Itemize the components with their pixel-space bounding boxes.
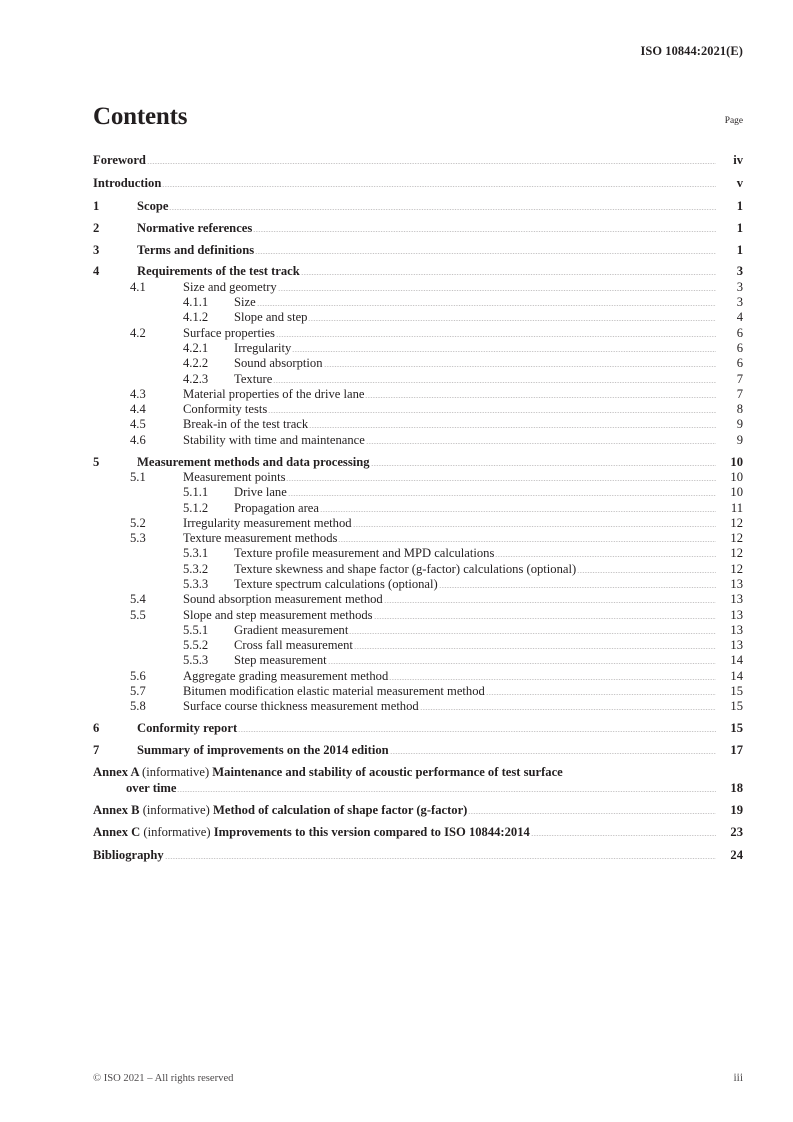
dot-leader: [389, 679, 715, 680]
toc-entry-label: Texture: [234, 371, 273, 386]
toc-entry[interactable]: [93, 264, 743, 279]
dot-leader: [486, 694, 716, 695]
toc-page-number: 14: [730, 653, 743, 668]
copyright-notice: © ISO 2021 – All rights reserved: [93, 1073, 234, 1084]
toc-entry[interactable]: [93, 577, 743, 592]
toc-entry[interactable]: [93, 684, 743, 699]
toc-entry[interactable]: [93, 387, 743, 402]
toc-page-number: 10: [730, 454, 743, 469]
toc-page-number: 17: [730, 743, 743, 758]
toc-page-number: 18: [730, 780, 743, 795]
toc-entry-label: Break-in of the test track: [183, 417, 309, 432]
toc-entry-number: 5.1.2: [183, 500, 209, 515]
toc-page-number: v: [736, 175, 743, 190]
dot-leader: [320, 511, 716, 512]
toc-entry-label: Surface properties: [183, 325, 275, 340]
toc-entry-label: Aggregate grading measurement method: [183, 668, 389, 683]
toc-entry[interactable]: [93, 623, 743, 638]
toc-page-number: 12: [730, 546, 743, 561]
toc-page-number: 1: [736, 198, 743, 213]
toc-page-number: 11: [730, 500, 743, 515]
toc-entry-number: 5.3: [130, 531, 146, 546]
toc-entry-number: 4.2.1: [183, 340, 209, 355]
toc-entry-number: 4.3: [130, 386, 146, 401]
page-column-label: Page: [724, 116, 743, 126]
dot-leader: [308, 320, 715, 321]
dot-leader: [292, 351, 715, 352]
annex-title: Maintenance and stability of acoustic performance of test surface: [212, 765, 563, 780]
toc-annex-entry[interactable]: [93, 765, 743, 796]
toc-entry-number: 5.2: [130, 515, 146, 530]
dot-leader: [273, 382, 715, 383]
toc-entry-number: 6: [93, 721, 100, 736]
toc-entry[interactable]: [93, 546, 743, 561]
annex-kind: (informative): [143, 825, 214, 840]
toc-entry[interactable]: [93, 721, 743, 736]
toc-page-number: 4: [736, 310, 743, 325]
toc-entry-label: Size and geometry: [183, 279, 277, 294]
toc-page-number: 10: [730, 469, 743, 484]
toc-entry-label: Texture measurement methods: [183, 531, 338, 546]
toc-page-number: 15: [730, 684, 743, 699]
toc-entry-label: Requirements of the test track: [137, 264, 300, 279]
toc-entry-label: Bibliography: [93, 847, 164, 862]
dot-leader: [439, 587, 716, 588]
annex-designation: Annex C: [93, 825, 144, 840]
toc-entry-number: 5.1: [130, 469, 146, 484]
dot-leader: [276, 336, 716, 337]
toc-entry[interactable]: [93, 433, 743, 448]
toc-page-number: 12: [730, 531, 743, 546]
dot-leader: [365, 397, 715, 398]
toc-entry-label: Introduction: [93, 175, 162, 190]
toc-page-number: 1: [736, 242, 743, 257]
toc-entry-label: Cross fall measurement: [234, 638, 353, 653]
toc-entry-label: Drive lane: [234, 485, 287, 500]
dot-leader: [324, 366, 716, 367]
toc-entry-number: 2: [93, 220, 100, 235]
toc-page-number: 1: [736, 220, 743, 235]
toc-entry-label: Material properties of the drive lane: [183, 386, 365, 401]
toc-bibliography-entry[interactable]: [93, 848, 743, 863]
toc-entry[interactable]: [93, 699, 743, 714]
toc-entry[interactable]: [93, 608, 743, 623]
dot-leader: [328, 663, 716, 664]
dot-leader: [301, 274, 716, 275]
dot-leader: [390, 753, 716, 754]
dot-leader: [286, 480, 715, 481]
toc-entry-label: Measurement points: [183, 469, 286, 484]
toc-entry-number: 4.2: [130, 325, 146, 340]
toc-entry-number: 4.2.3: [183, 371, 209, 386]
annex-kind: (informative): [142, 765, 213, 780]
toc-entry[interactable]: [93, 243, 743, 258]
toc-entry[interactable]: [93, 310, 743, 325]
toc-page-number: 7: [736, 386, 743, 401]
toc-page-number: 9: [736, 417, 743, 432]
toc-entry-number: 3: [93, 242, 100, 257]
table-of-contents: [93, 153, 743, 863]
toc-entry-label: Gradient measurement: [234, 622, 349, 637]
dot-leader: [420, 709, 716, 710]
toc-page-number: 3: [736, 264, 743, 279]
toc-page-number: 13: [730, 592, 743, 607]
toc-entry[interactable]: [93, 743, 743, 758]
toc-entry-number: 4.6: [130, 432, 146, 447]
dot-leader: [371, 465, 716, 466]
toc-entry-number: 5.1.1: [183, 485, 209, 500]
toc-entry-number: 5.7: [130, 684, 146, 699]
toc-page-number: 15: [730, 699, 743, 714]
toc-entry[interactable]: [93, 531, 743, 546]
toc-entry[interactable]: [93, 176, 743, 191]
toc-entry-number: 4.1.2: [183, 310, 209, 325]
dot-leader: [366, 443, 716, 444]
toc-entry-label: Bitumen modification elastic material measurement method: [183, 684, 485, 699]
toc-entry-label: Stability with time and maintenance: [183, 432, 365, 447]
toc-entry-number: 4.1.1: [183, 295, 209, 310]
dot-leader: [353, 526, 716, 527]
toc-entry-label: Irregularity measurement method: [183, 515, 352, 530]
toc-entry-label: Irregularity: [234, 340, 292, 355]
toc-entry-label: Normative references: [137, 220, 253, 235]
toc-entry-number: 1: [93, 198, 100, 213]
dot-leader: [468, 813, 715, 814]
annex-title: Improvements to this version compared to ISO 10844:2014: [213, 825, 530, 840]
toc-entry[interactable]: [93, 326, 743, 341]
toc-entry[interactable]: [93, 470, 743, 485]
toc-entry[interactable]: [93, 485, 743, 500]
toc-entry[interactable]: [93, 501, 743, 516]
dot-leader: [531, 835, 716, 836]
dot-leader: [255, 253, 715, 254]
toc-entry-label: Step measurement: [234, 653, 327, 668]
toc-entry-number: 5.3.2: [183, 561, 209, 576]
toc-entry[interactable]: [93, 153, 743, 168]
page-footer: [93, 1072, 743, 1084]
toc-entry-number: 5.8: [130, 699, 146, 714]
toc-entry-number: 5.5.2: [183, 638, 209, 653]
toc-entry[interactable]: [93, 356, 743, 371]
toc-page-number: iv: [733, 153, 743, 167]
toc-page-number: 6: [736, 325, 743, 340]
dot-leader: [238, 731, 715, 732]
toc-entry-label: Texture skewness and shape factor (g-factor) calculations (optional): [234, 561, 577, 576]
dot-leader: [577, 572, 715, 573]
toc-annex-entry[interactable]: [93, 803, 743, 818]
toc-entry[interactable]: [93, 280, 743, 295]
toc-page-number: 9: [736, 432, 743, 447]
toc-entry[interactable]: [93, 417, 743, 432]
annex-title: Method of calculation of shape factor (g-factor): [212, 803, 468, 818]
toc-entry-number: 5.5.1: [183, 622, 209, 637]
dot-leader: [162, 186, 715, 187]
toc-page-number: 12: [730, 561, 743, 576]
toc-page-number: 19: [730, 803, 743, 818]
toc-entry-label: Surface course thickness measurement method: [183, 699, 419, 714]
dot-leader: [165, 858, 716, 859]
toc-page-number: 14: [730, 668, 743, 683]
toc-entry[interactable]: [93, 199, 743, 214]
toc-entry-label: Measurement methods and data processing: [137, 454, 370, 469]
toc-entry-number: 5.6: [130, 668, 146, 683]
annex-kind: (informative): [142, 803, 213, 818]
dot-leader: [268, 412, 715, 413]
toc-entry-number: 5.3.1: [183, 546, 209, 561]
dot-leader: [278, 290, 716, 291]
toc-page-number: 7: [736, 371, 743, 386]
dot-leader: [169, 209, 715, 210]
toc-entry[interactable]: [93, 221, 743, 236]
toc-entry-label: Conformity report: [137, 721, 238, 736]
toc-entry-label: Slope and step: [234, 310, 308, 325]
toc-entry-number: 5.5.3: [183, 653, 209, 668]
toc-entry[interactable]: [93, 592, 743, 607]
dot-leader: [147, 163, 716, 164]
document-reference-header: ISO 10844:2021(E): [640, 44, 743, 58]
dot-leader: [288, 495, 716, 496]
toc-entry-number: 4: [93, 264, 100, 279]
annex-designation: Annex B: [93, 803, 143, 818]
dot-leader: [349, 633, 715, 634]
toc-entry[interactable]: [93, 372, 743, 387]
toc-page-number: 13: [730, 607, 743, 622]
toc-page-number: 6: [736, 356, 743, 371]
toc-entry-label: Scope: [137, 198, 169, 213]
toc-entry-label: Foreword: [93, 153, 146, 167]
toc-annex-entry[interactable]: [93, 825, 743, 840]
toc-entry-label: Sound absorption measurement method: [183, 592, 383, 607]
toc-page-number: 8: [736, 402, 743, 417]
toc-entry-label: Texture spectrum calculations (optional): [234, 576, 438, 591]
page-folio: iii: [733, 1072, 743, 1084]
toc-page-number: 24: [730, 847, 743, 862]
dot-leader: [374, 618, 716, 619]
toc-entry[interactable]: [93, 669, 743, 684]
toc-page-number: 6: [736, 340, 743, 355]
annex-designation: Annex A: [93, 765, 142, 780]
dot-leader: [309, 427, 715, 428]
dot-leader: [177, 791, 715, 792]
toc-entry-label: Slope and step measurement methods: [183, 607, 373, 622]
toc-entry-number: 4.4: [130, 402, 146, 417]
dot-leader: [338, 541, 715, 542]
toc-page-number: 13: [730, 638, 743, 653]
annex-title-continuation: over time: [126, 780, 177, 795]
dot-leader: [354, 648, 716, 649]
toc-entry-number: 7: [93, 743, 100, 758]
toc-page-number: 10: [730, 485, 743, 500]
toc-entry-label: Propagation area: [234, 500, 319, 515]
toc-entry-number: 5.3.3: [183, 576, 209, 591]
toc-entry[interactable]: [93, 516, 743, 531]
toc-entry-number: 4.2.2: [183, 356, 209, 371]
toc-entry-number: 4.1: [130, 279, 146, 294]
toc-entry-label: Size: [234, 295, 256, 310]
toc-entry-label: Texture profile measurement and MPD calculations: [234, 546, 495, 561]
toc-page-number: 13: [730, 576, 743, 591]
dot-leader: [257, 305, 716, 306]
toc-page-number: 3: [736, 279, 743, 294]
toc-entry-label: Conformity tests: [183, 402, 268, 417]
toc-entry[interactable]: [93, 638, 743, 653]
toc-entry-number: 5.4: [130, 592, 146, 607]
toc-entry-number: 5: [93, 454, 100, 469]
toc-entry[interactable]: [93, 562, 743, 577]
page-title: Contents: [93, 103, 188, 130]
toc-page-number: 23: [730, 825, 743, 840]
contents-heading-row: [93, 104, 743, 129]
dot-leader: [495, 556, 715, 557]
toc-entry[interactable]: [93, 455, 743, 470]
toc-entry-label: Terms and definitions: [137, 242, 255, 257]
toc-entry[interactable]: [93, 402, 743, 417]
toc-entry-number: 4.5: [130, 417, 146, 432]
toc-page-number: 12: [730, 515, 743, 530]
toc-page-number: 15: [730, 721, 743, 736]
toc-page-number: 3: [736, 295, 743, 310]
toc-page-number: 13: [730, 622, 743, 637]
toc-entry-number: 5.5: [130, 607, 146, 622]
dot-leader: [384, 602, 716, 603]
toc-entry[interactable]: [93, 295, 743, 310]
toc-entry-label: Sound absorption: [234, 356, 323, 371]
toc-entry[interactable]: [93, 341, 743, 356]
toc-entry-label: Summary of improvements on the 2014 edition: [137, 743, 389, 758]
toc-entry[interactable]: [93, 653, 743, 668]
dot-leader: [253, 231, 715, 232]
